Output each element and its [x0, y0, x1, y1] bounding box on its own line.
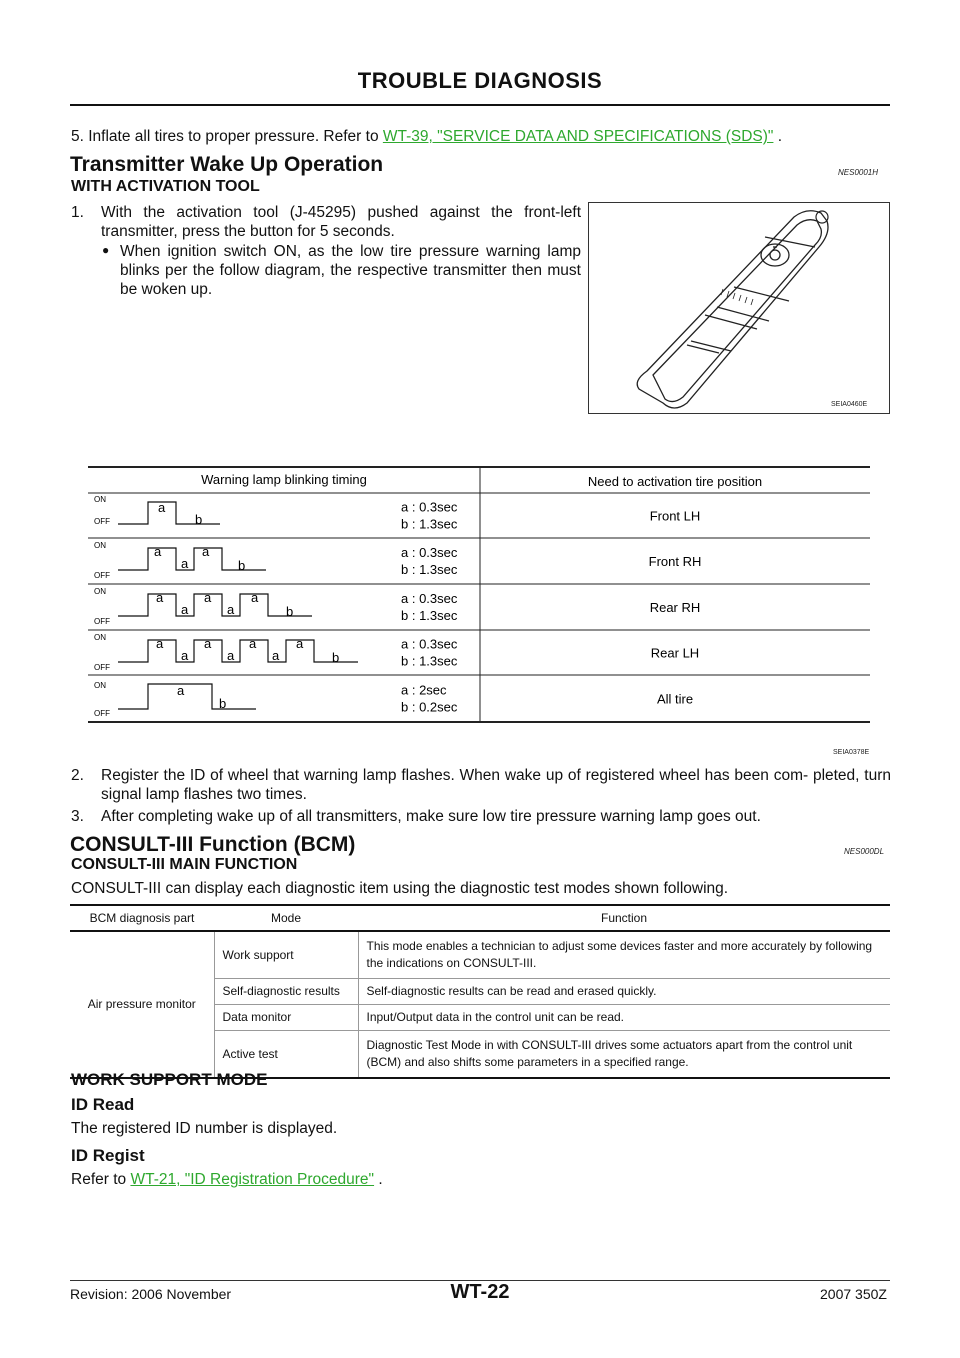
mode-cell: Self-diagnostic results [214, 979, 358, 1005]
timing-figure-code: SEIA0378E [833, 749, 870, 756]
timing-col1: Warning lamp blinking timing [201, 472, 367, 487]
a-label: a [181, 648, 189, 663]
timing-b-value: b : 1.3sec [401, 653, 458, 669]
a-label: a [227, 602, 235, 617]
consult-intro: CONSULT-III can display each diagnostic item using the diagnostic test modes shown following. [71, 880, 729, 897]
a-label: a [204, 590, 212, 605]
step-3-num: 3. [71, 808, 84, 825]
tool-figure-code: SEIA0460E [831, 401, 868, 408]
header-bcm-part: BCM diagnosis part [70, 905, 214, 931]
mode-cell: Active test [214, 1031, 358, 1079]
header-function: Function [358, 905, 890, 931]
step-5-text: 5. Inflate all tires to proper pressure. Refer to [71, 128, 383, 145]
on-label: ON [94, 633, 106, 642]
timing-b-value: b : 1.3sec [401, 516, 458, 532]
b-label: b [195, 512, 203, 527]
step-1-num: 1. [71, 204, 84, 221]
off-label: OFF [94, 571, 110, 580]
a-label: a [156, 590, 164, 605]
id-registration-link[interactable]: WT-21, "ID Registration Procedure" [130, 1171, 375, 1188]
step-5-suffix: . [773, 128, 783, 145]
tire-position: Front LH [649, 508, 701, 524]
wake-code: NES0001H [838, 168, 879, 177]
b-label: b [219, 696, 227, 711]
function-cell: This mode enables a technician to adjust some devices faster and more accurately by following the indications on CONSULT-III. [358, 931, 890, 979]
work-support-heading: WORK SUPPORT MODE [71, 1070, 268, 1089]
page-title: TROUBLE DIAGNOSIS [357, 68, 603, 93]
off-label: OFF [94, 517, 110, 526]
wake-heading: Transmitter Wake Up Operation [70, 153, 384, 176]
off-label: OFF [94, 617, 110, 626]
off-label: OFF [94, 663, 110, 672]
on-label: ON [94, 587, 106, 596]
page-number: WT-22 [450, 1281, 510, 1303]
a-label: a [177, 683, 185, 698]
on-label: ON [94, 681, 106, 690]
tire-position: All tire [656, 691, 694, 707]
id-regist-refer [71, 1170, 383, 1189]
sds-link[interactable]: WT-39, "SERVICE DATA AND SPECIFICATIONS (SDS)" [382, 128, 774, 145]
a-label: a [154, 544, 162, 559]
footer-model: 2007 350Z [820, 1286, 887, 1302]
a-label: a [202, 544, 210, 559]
timing-a-value: a : 0.3sec [401, 591, 458, 606]
refer-text: Refer to [71, 1171, 131, 1188]
step-2-num: 2. [71, 767, 84, 784]
a-label: a [181, 602, 189, 617]
a-label: a [227, 648, 235, 663]
on-label: ON [94, 495, 106, 504]
table-header-row [70, 905, 890, 931]
tire-position: Rear RH [649, 600, 701, 615]
step-1-text: With the activation tool (J-45295) pushed against the front-left transmitter, press the button for 5 seconds. [101, 204, 581, 240]
consult-function-table [70, 904, 890, 1079]
activation-tool-figure [588, 202, 890, 414]
off-label: OFF [94, 709, 110, 718]
consult-code: NES000DL [844, 847, 885, 856]
a-label: a [272, 648, 280, 663]
function-cell: Input/Output data in the control unit can be read. [358, 1005, 890, 1031]
id-read-heading: ID Read [71, 1095, 135, 1114]
step-5 [71, 127, 891, 146]
header-mode: Mode [214, 905, 358, 931]
consult-main-heading: CONSULT-III MAIN FUNCTION [71, 856, 298, 873]
id-regist-heading: ID Regist [71, 1146, 145, 1165]
b-label: b [286, 604, 294, 619]
mode-cell: Work support [214, 931, 358, 979]
tire-position: Rear LH [650, 645, 700, 661]
footer-revision: Revision: 2006 November [70, 1286, 232, 1302]
a-label: a [296, 636, 304, 651]
function-cell: Diagnostic Test Mode in with CONSULT-III drives some actuators apart from the control unit (BCM) and also shifts some parameters in a specified range. [358, 1031, 890, 1079]
bullet-icon: ● [102, 243, 110, 257]
timing-col2: Need to activation tire position [587, 474, 763, 489]
b-label: b [238, 558, 246, 573]
header-rule [70, 104, 890, 106]
group-cell: Air pressure monitor [70, 931, 214, 1078]
a-label: a [181, 556, 189, 571]
step-3-text: After completing wake up of all transmitters, make sure low tire pressure warning lamp goes out. [101, 808, 761, 825]
activation-tool-heading: WITH ACTIVATION TOOL [71, 178, 260, 195]
bullet-text: When ignition switch ON, as the low tire pressure warning lamp blinks per the follow diagram, the respective transmitter then must be woken up. [120, 243, 581, 298]
a-label: a [251, 590, 259, 605]
on-label: ON [94, 541, 106, 550]
timing-a-value: a : 0.3sec [401, 499, 458, 515]
timing-a-value: a : 2sec [401, 682, 447, 698]
function-cell: Self-diagnostic results can be read and erased quickly. [358, 979, 890, 1005]
a-label: a [158, 500, 166, 515]
refer-suffix: . [374, 1171, 383, 1188]
timing-b-value: b : 1.3sec [401, 608, 458, 623]
timing-b-value: b : 0.2sec [401, 699, 458, 715]
a-label: a [249, 636, 257, 651]
b-label: b [332, 650, 340, 665]
id-read-text: The registered ID number is displayed. [71, 1120, 338, 1137]
timing-table [88, 466, 870, 724]
a-label: a [204, 636, 212, 651]
timing-b-value: b : 1.3sec [401, 562, 458, 577]
step-2-text: Register the ID of wheel that warning lamp flashes. When wake up of registered wheel has been com- pleted, turn signal lamp flashes two times. [101, 767, 891, 803]
consult-heading: CONSULT-III Function (BCM) [70, 833, 356, 856]
tire-position: Front RH [648, 554, 702, 569]
table-row [70, 931, 890, 979]
mode-cell: Data monitor [214, 1005, 358, 1031]
a-label: a [156, 636, 164, 651]
activation-tool-drawing [589, 203, 889, 413]
timing-a-value: a : 0.3sec [401, 636, 458, 652]
timing-a-value: a : 0.3sec [401, 545, 458, 560]
